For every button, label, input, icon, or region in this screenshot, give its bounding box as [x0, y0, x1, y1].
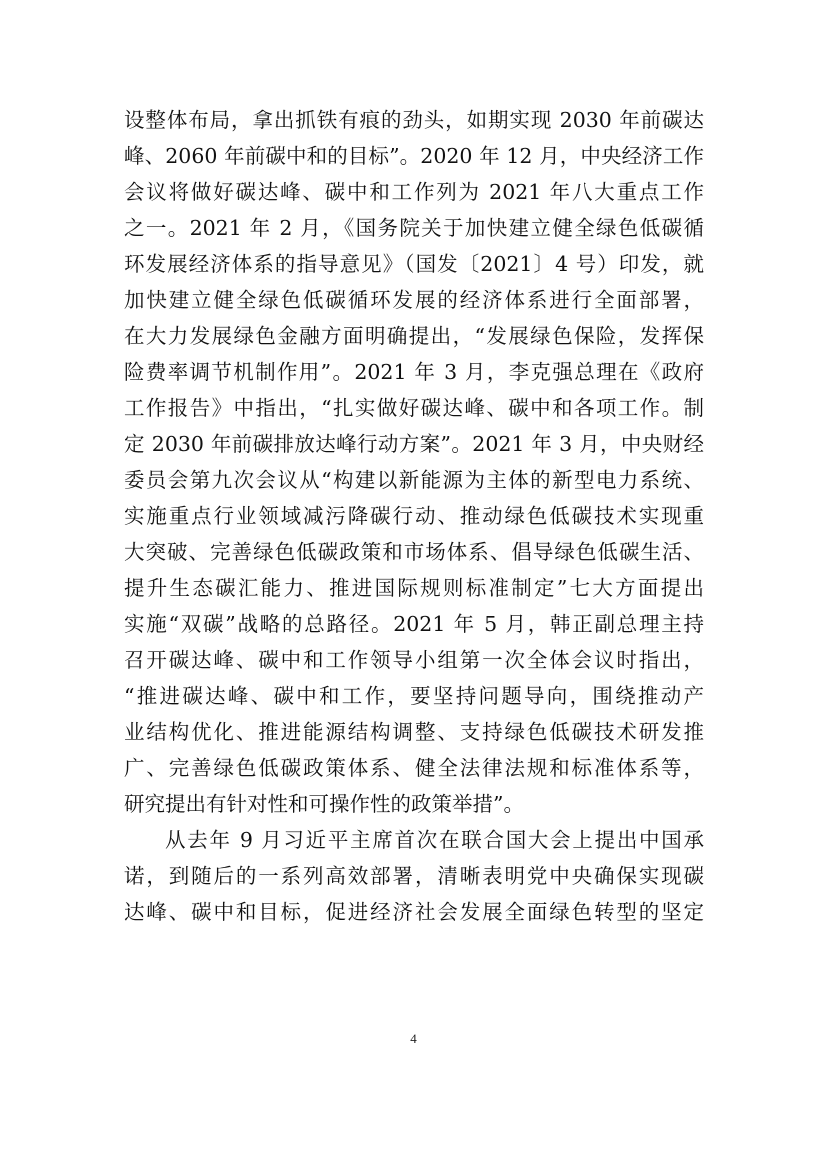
text-line: 定 2030 年前碳排放达峰行动方案”。2021 年 3 月，中央财经 [124, 432, 704, 456]
text-line: 召开碳达峰、碳中和工作领导小组第一次全体会议时指出， [124, 648, 704, 672]
text-line: 诺，到随后的一系列高效部署，清晰表明党中央确保实现碳 [124, 864, 704, 888]
page-number: 4 [410, 1031, 417, 1046]
text-line: “推进碳达峰、碳中和工作，要坚持问题导向，围绕推动产 [124, 684, 704, 708]
text-line: 加快建立健全绿色低碳循环发展的经济体系进行全面部署， [124, 288, 704, 312]
text-line: 设整体布局，拿出抓铁有痕的劲头，如期实现 2030 年前碳达 [124, 108, 704, 132]
text-line: 险费率调节机制作用”。2021 年 3 月，李克强总理在《政府 [124, 360, 704, 384]
text-line: 研究提出有针对性和可操作性的政策举措”。 [124, 792, 524, 816]
text-line: 达峰、碳中和目标，促进经济社会发展全面绿色转型的坚定 [124, 900, 704, 924]
text-line: 实施重点行业领域减污降碳行动、推动绿色低碳技术实现重 [124, 504, 704, 528]
text-line: 委员会第九次会议从“构建以新能源为主体的新型电力系统、 [124, 468, 704, 492]
text-line: 在大力发展绿色金融方面明确提出，“发展绿色保险，发挥保 [124, 324, 704, 348]
text-line: 实施“双碳”战略的总路径。2021 年 5 月，韩正副总理主持 [124, 612, 704, 636]
text-line: 从去年 9 月习近平主席首次在联合国大会上提出中国承 [165, 828, 704, 852]
paragraph [124, 822, 704, 930]
text-line: 提升生态碳汇能力、推进国际规则标准制定”七大方面提出 [124, 576, 704, 600]
body-text [124, 102, 704, 930]
text-line: 峰、2060 年前碳中和的目标”。2020 年 12 月，中央经济工作 [124, 144, 704, 168]
text-line: 会议将做好碳达峰、碳中和工作列为 2021 年八大重点工作 [124, 180, 704, 204]
text-line: 环发展经济体系的指导意见》（国发〔2021〕4 号）印发，就 [124, 252, 704, 276]
text-line: 业结构优化、推进能源结构调整、支持绿色低碳技术研发推 [124, 720, 704, 744]
paragraph [124, 102, 704, 822]
text-line: 工作报告》中指出，“扎实做好碳达峰、碳中和各项工作。制 [124, 396, 704, 420]
text-line: 之一。2021 年 2 月，《国务院关于加快建立健全绿色低碳循 [124, 216, 704, 240]
text-line: 大突破、完善绿色低碳政策和市场体系、倡导绿色低碳生活、 [124, 540, 704, 564]
text-line: 广、完善绿色低碳政策体系、健全法律法规和标准体系等， [124, 756, 704, 780]
